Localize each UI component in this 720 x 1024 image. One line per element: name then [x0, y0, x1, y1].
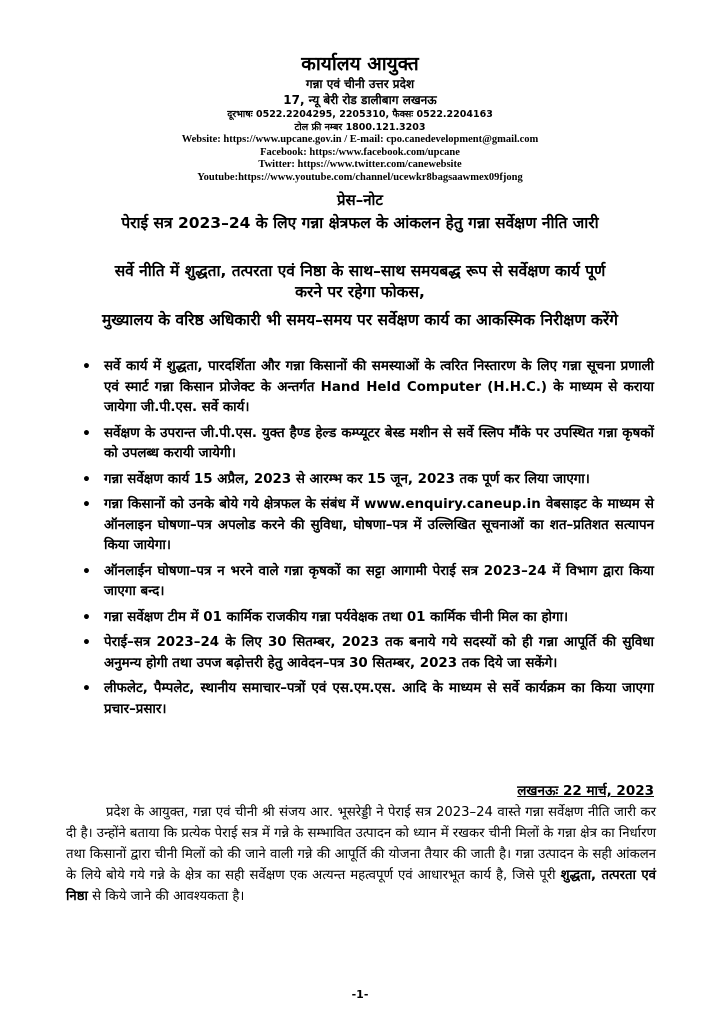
bullet-icon: •	[82, 635, 91, 651]
toll-free-number: टोल फ्री नम्बर 1800.121.3203	[294, 122, 426, 133]
key-points-list	[82, 357, 654, 725]
bullet-icon: •	[82, 359, 91, 375]
headline-1: पेराई सत्र 2023–24 के लिए गन्ना क्षेत्रफल के आंकलन हेतु गन्ना सर्वेक्षण नीति जारी	[121, 214, 599, 232]
list-item	[82, 562, 654, 603]
letterhead	[0, 52, 720, 184]
department-name: गन्ना एवं चीनी उत्तर प्रदेश	[305, 77, 415, 91]
list-item-text: गन्ना सर्वेक्षण टीम में 01 कार्मिक राजकीय गन्ना पर्यवेक्षक तथा 01 कार्मिक चीनी मिल का होगा।	[104, 609, 569, 625]
paragraph-emphasis: शुद्धता, तत्परता एवं निष्ठा	[66, 868, 656, 904]
list-item	[82, 424, 654, 465]
bullet-icon: •	[82, 563, 91, 580]
office-address: 17, न्यू बेरी रोड डालीबाग लखनऊ	[283, 93, 437, 107]
list-item-text: सर्वे कार्य में शुद्धता, पारदर्शिता और गन्ना किसानों की समस्याओं के त्वरित निस्तारण के लिए गन्ना सूचना प्रणाली एवं स्मार्ट गन्ना किसान प्रोजेक्ट के अन्तर्गत Hand Held Computer (H.H.C.) के माध्यम से कराया जायेगा जी.पी.एस. सर्वे कार्य।	[104, 359, 654, 415]
bullet-icon: •	[82, 471, 91, 488]
phone-numbers: दूरभाषः 0522.2204295, 2205310, फैक्सः 0522.2204163	[227, 109, 493, 120]
list-item	[82, 357, 654, 419]
list-item	[82, 608, 654, 629]
headline-3: मुख्यालय के वरिष्ठ अधिकारी भी समय–समय पर सर्वेक्षण कार्य का आकस्मिक निरीक्षण करेंगे	[101, 311, 618, 329]
list-item-text: सर्वेक्षण के उपरान्त जी.पी.एस. युक्त हैण्ड हेल्ड कम्प्यूटर बेस्ड मशीन से सर्वे स्लिप मौंके पर उपस्थित गन्ना कृषकों को उपलब्ध करायी जायेगी।	[104, 425, 654, 461]
list-item-text: ऑनलाईन घोषणा–पत्र न भरने वाले गन्ना कृषकों का सट्टा आगामी पेराई सत्र 2023–24 में विभाग द्वारा किया जाएगा बन्द।	[104, 563, 654, 599]
list-item-text: लीफलेट, पैम्पलेट, स्थानीय समाचार–पत्रों एवं एस.एम.एस. आदि के माध्यम से सर्वे कार्यक्रम का किया जाएगा प्रचार–प्रसार।	[104, 681, 654, 717]
list-item	[82, 679, 654, 720]
bullet-icon: •	[82, 497, 91, 513]
list-item	[82, 495, 654, 557]
press-note-title: प्रेस–नोट	[337, 191, 383, 209]
bullet-icon: •	[82, 609, 91, 626]
office-title: कार्यालय आयुक्त	[301, 53, 419, 75]
page-number: -1-	[351, 988, 369, 1001]
youtube-link: Youtube:https://www.youtube.com/channel/ucewkr8bagsaawmex09fjong	[197, 171, 523, 183]
paragraph-text: प्रदेश के आयुक्त, गन्ना एवं चीनी श्री संजय आर. भूसरेड्डी ने पेराई सत्र 2023–24 वास्ते गन्ना सर्वेक्षण नीति जारी कर दी है। उन्होंने बताया कि प्रत्येक पेराई सत्र में गन्ने के सम्भावित उत्पादन को ध्यान में रखकर चीनी मिलों के गन्ना क्षेत्र का निर्धारण तथा किसानों द्वारा चीनी मिलों को की जाने वाली गन्ने की आपूर्ति की योजना तैयार की जाती है। गन्ना उत्पादन के सही आंकलन के लिये बोये गये गन्ने के क्षेत्र का सही सर्वेक्षण एक अत्यन्त महत्वपूर्ण एवं आधारभूत कार्य है, जिसे पूरी	[66, 805, 656, 883]
dateline: लखनऊः 22 मार्च, 2023	[517, 783, 654, 799]
website-email: Website: https://www.upcane.gov.in / E-mail: cpo.canedevelopment@gmail.com	[181, 134, 539, 145]
body-paragraph	[66, 802, 656, 907]
twitter-link: Twitter: https://www.twitter.com/canewebsite	[258, 159, 462, 171]
list-item-text: गन्ना किसानों को उनके बोये गये क्षेत्रफल के संबंध में www.enquiry.caneup.in वेबसाइट के माध्यम से ऑनलाइन घोषणा–पत्र अपलोड करने की सुविधा, घोषणा–पत्र में उल्लिखित सूचनाओं का शत–प्रतिशत सत्यापन किया जायेगा।	[104, 497, 654, 553]
headline-2: सर्वे नीति में शुद्धता, तत्परता एवं निष्ठा के साथ–साथ समयबद्ध रूप से सर्वेक्षण कार्य पूर्ण करने पर रहेगा फोकस,	[114, 262, 606, 301]
list-item	[82, 633, 654, 674]
facebook-link: Facebook: https:/www.facebook.com/upcane	[260, 146, 460, 158]
paragraph-ending: से किये जाने की आवश्यकता है।	[92, 889, 245, 904]
bullet-icon: •	[82, 681, 91, 697]
list-item	[82, 470, 654, 491]
list-item-text: पेराई–सत्र 2023–24 के लिए 30 सितम्बर, 2023 तक बनाये गये सदस्यों को ही गन्ना आपूर्ति की सुविधा अनुमन्य होगी तथा उपज बढ़ोत्तरी हेतु आवेदन–पत्र 30 सितम्बर, 2023 तक दिये जा सकेंगे।	[104, 635, 654, 671]
bullet-icon: •	[82, 425, 91, 442]
list-item-text: गन्ना सर्वेक्षण कार्य 15 अप्रैल, 2023 से आरम्भ कर 15 जून, 2023 तक पूर्ण कर लिया जाएगा।	[104, 471, 590, 487]
